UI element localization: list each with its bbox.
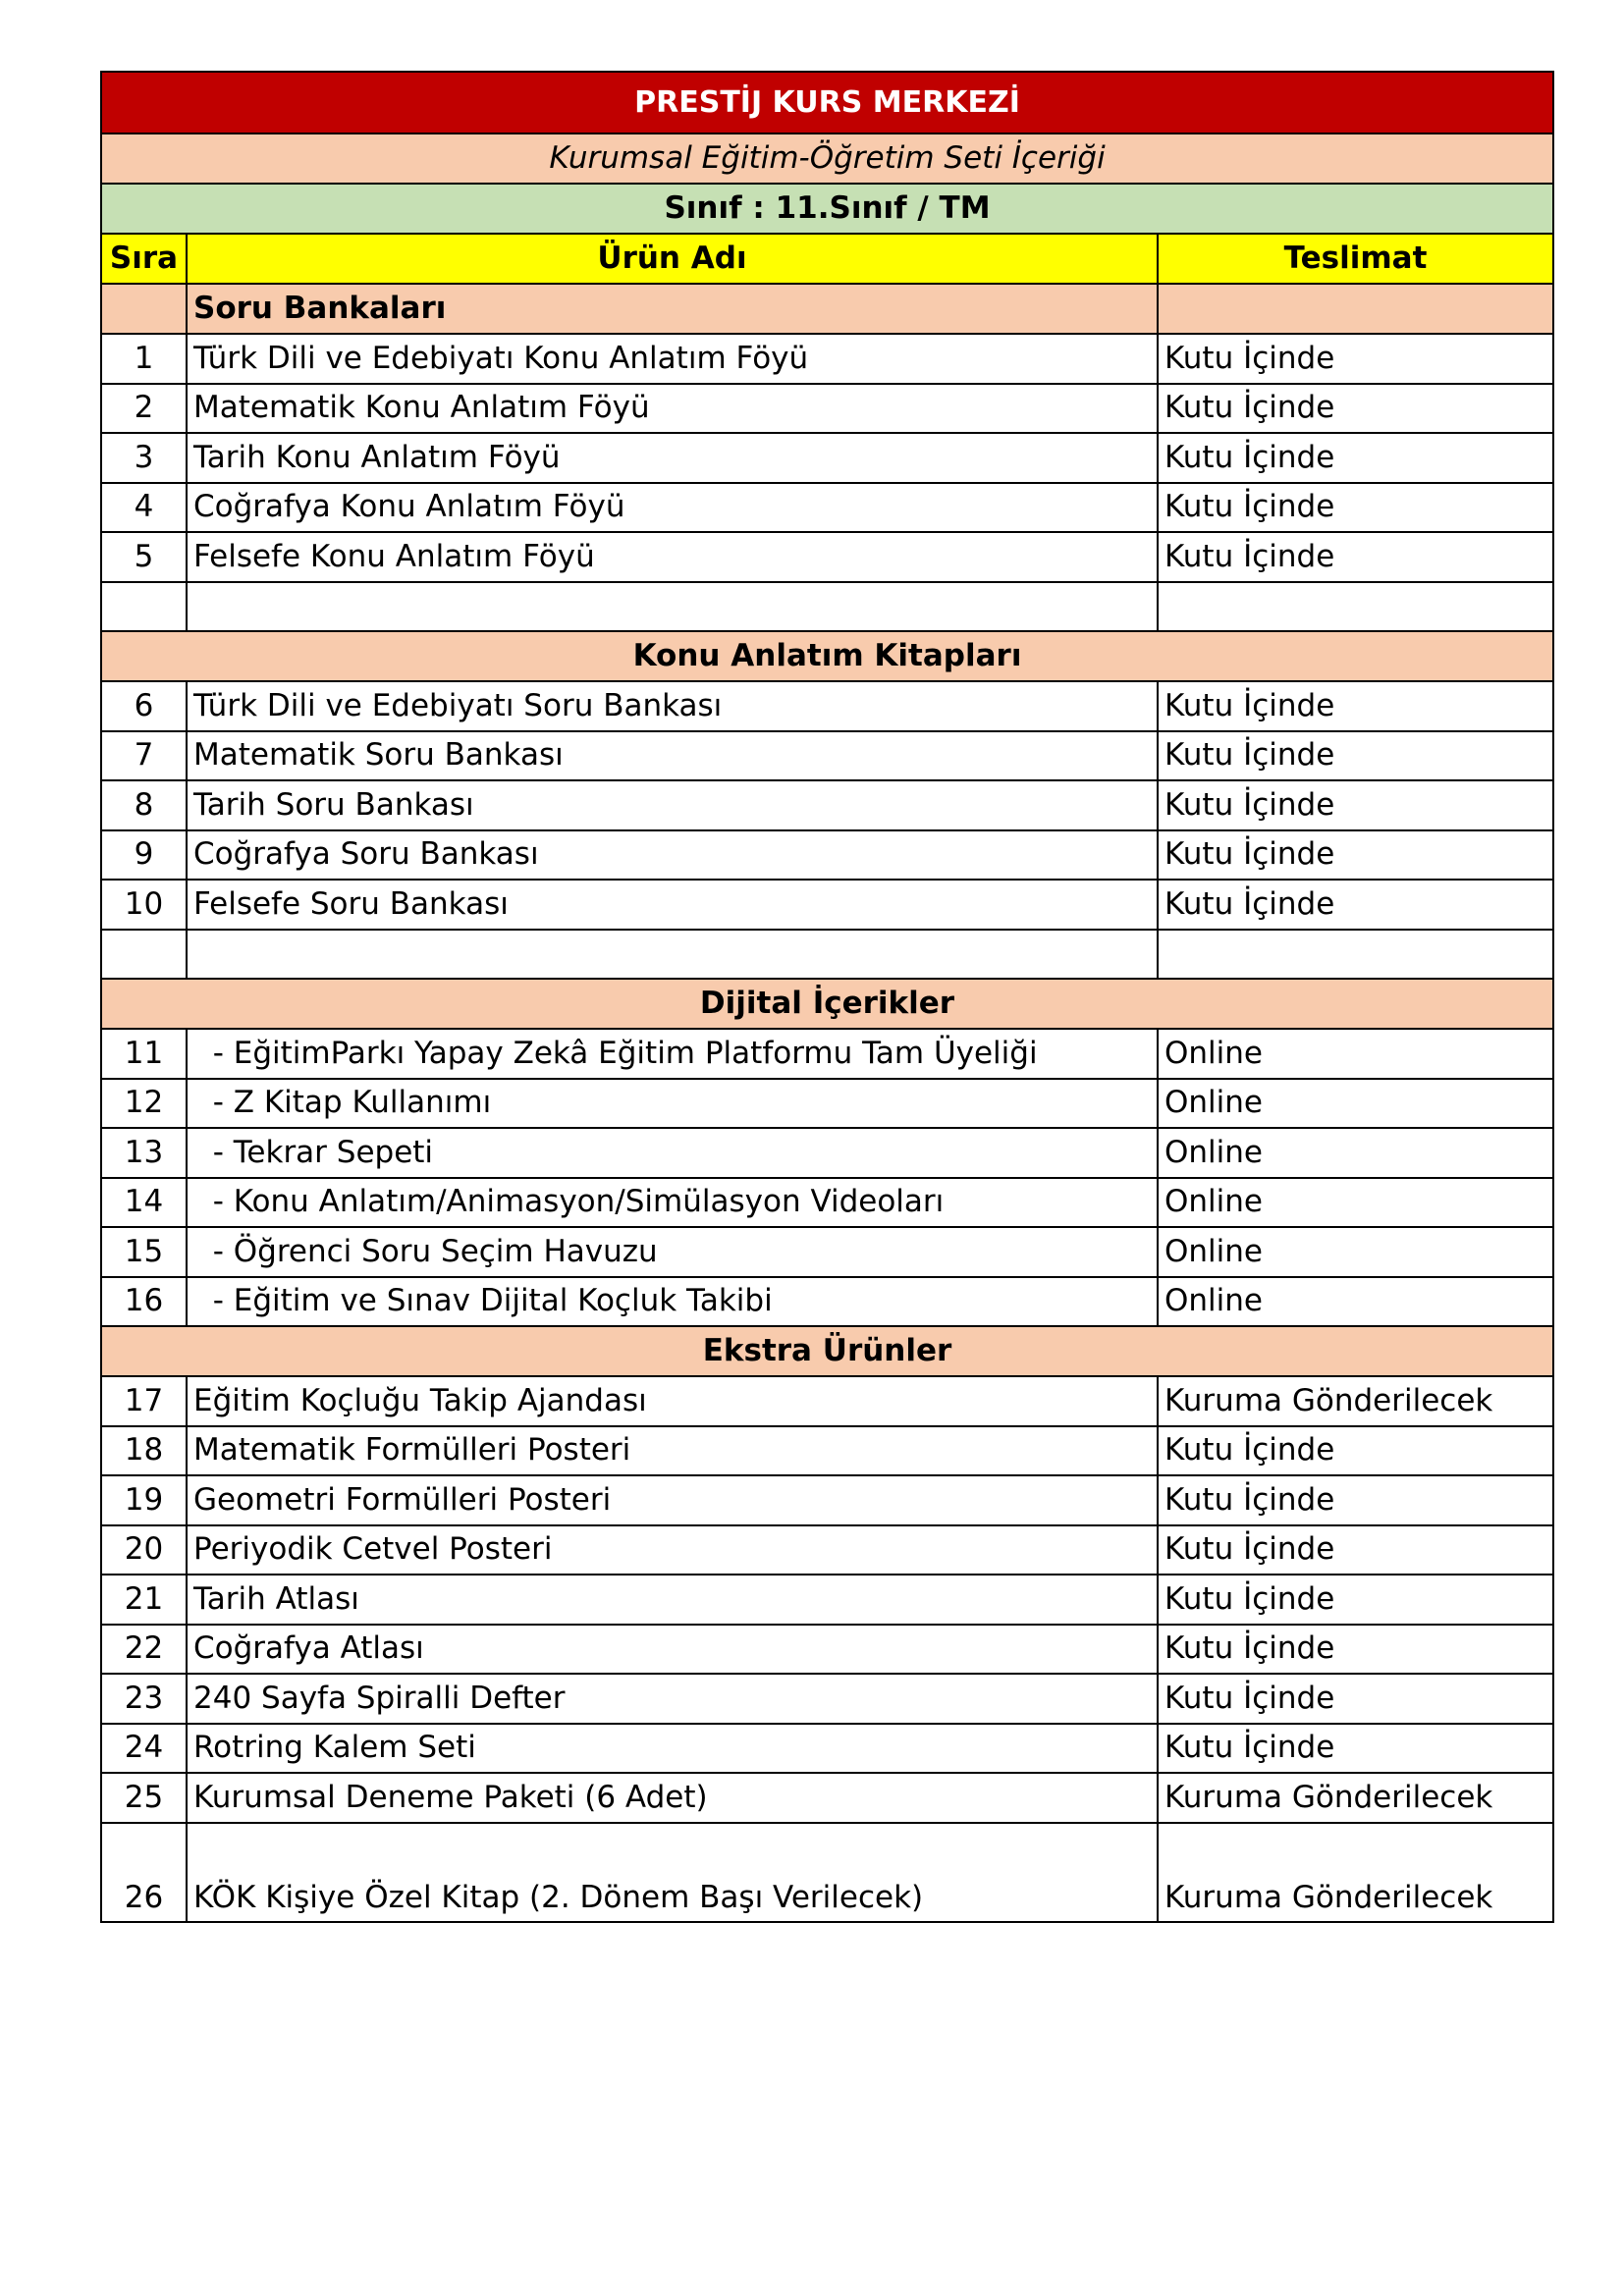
- table-row: [101, 384, 1553, 434]
- row-number: 21: [101, 1575, 187, 1625]
- row-number: 19: [101, 1475, 187, 1525]
- table-row: [101, 1724, 1553, 1774]
- blank-cell: [1158, 930, 1553, 980]
- section-empty-cell: [101, 284, 187, 334]
- row-number: 2: [101, 384, 187, 434]
- table-row: [101, 1525, 1553, 1575]
- row-name: Coğrafya Atlası: [187, 1625, 1158, 1675]
- row-number: 9: [101, 830, 187, 881]
- row-delivery: Kutu İçinde: [1158, 780, 1553, 830]
- row-name: Eğitim Koçluğu Takip Ajandası: [187, 1376, 1158, 1426]
- row-name: - Tekrar Sepeti: [187, 1128, 1158, 1178]
- table-row: [101, 830, 1553, 881]
- blank-cell: [1158, 582, 1553, 632]
- row-delivery: Online: [1158, 1277, 1553, 1327]
- section-row: [101, 979, 1553, 1029]
- row-delivery: Kutu İçinde: [1158, 384, 1553, 434]
- row-name: - Eğitim ve Sınav Dijital Koçluk Takibi: [187, 1277, 1158, 1327]
- blank-cell: [101, 582, 187, 632]
- blank-cell: [101, 930, 187, 980]
- table-row: [101, 731, 1553, 781]
- row-name: Geometri Formülleri Posteri: [187, 1475, 1158, 1525]
- row-name: Matematik Konu Anlatım Föyü: [187, 384, 1158, 434]
- blank-row: [101, 930, 1553, 980]
- row-delivery: Online: [1158, 1128, 1553, 1178]
- row-number: 1: [101, 334, 187, 384]
- row-number: 26: [101, 1823, 187, 1922]
- header-delivery: Teslimat: [1158, 234, 1553, 284]
- title-row: [101, 72, 1553, 133]
- row-name: Felsefe Konu Anlatım Föyü: [187, 532, 1158, 582]
- row-delivery: Online: [1158, 1079, 1553, 1129]
- row-name: Coğrafya Soru Bankası: [187, 830, 1158, 881]
- table-row: [101, 1773, 1553, 1823]
- row-number: 24: [101, 1724, 187, 1774]
- header-no: Sıra: [101, 234, 187, 284]
- row-name: Periyodik Cetvel Posteri: [187, 1525, 1158, 1575]
- section-row: [101, 1326, 1553, 1376]
- row-delivery: Online: [1158, 1029, 1553, 1079]
- blank-cell: [187, 930, 1158, 980]
- row-name: KÖK Kişiye Özel Kitap (2. Dönem Başı Verilecek): [187, 1823, 1158, 1922]
- row-number: 11: [101, 1029, 187, 1079]
- row-name: - Konu Anlatım/Animasyon/Simülasyon Videoları: [187, 1178, 1158, 1228]
- section-empty-cell: [1158, 284, 1553, 334]
- row-number: 17: [101, 1376, 187, 1426]
- row-name: Tarih Konu Anlatım Föyü: [187, 433, 1158, 483]
- row-number: 12: [101, 1079, 187, 1129]
- table-row: [101, 1674, 1553, 1724]
- header-row: [101, 234, 1553, 284]
- row-number: 4: [101, 483, 187, 533]
- table-row: [101, 681, 1553, 731]
- table-row: [101, 1227, 1553, 1277]
- page-title: PRESTİJ KURS MERKEZİ: [101, 72, 1553, 133]
- page-subtitle: Kurumsal Eğitim-Öğretim Seti İçeriği: [101, 133, 1553, 184]
- row-name: - Öğrenci Soru Seçim Havuzu: [187, 1227, 1158, 1277]
- row-number: 25: [101, 1773, 187, 1823]
- table-row: [101, 433, 1553, 483]
- row-delivery: Kuruma Gönderilecek: [1158, 1823, 1553, 1922]
- row-delivery: Kutu İçinde: [1158, 681, 1553, 731]
- row-delivery: Online: [1158, 1227, 1553, 1277]
- row-number: 16: [101, 1277, 187, 1327]
- row-delivery: Online: [1158, 1178, 1553, 1228]
- row-delivery: Kutu İçinde: [1158, 1575, 1553, 1625]
- table-row: [101, 1426, 1553, 1476]
- row-name: Matematik Soru Bankası: [187, 731, 1158, 781]
- table-row: [101, 1277, 1553, 1327]
- row-number: 20: [101, 1525, 187, 1575]
- row-delivery: Kutu İçinde: [1158, 433, 1553, 483]
- header-name: Ürün Adı: [187, 234, 1158, 284]
- row-delivery: Kutu İçinde: [1158, 334, 1553, 384]
- section-title: Soru Bankaları: [187, 284, 1158, 334]
- table-row: [101, 1823, 1553, 1922]
- table-row: [101, 1029, 1553, 1079]
- table-row: [101, 532, 1553, 582]
- row-delivery: Kutu İçinde: [1158, 1625, 1553, 1675]
- row-delivery: Kutu İçinde: [1158, 731, 1553, 781]
- row-name: - EğitimParkı Yapay Zekâ Eğitim Platformu Tam Üyeliği: [187, 1029, 1158, 1079]
- table-row: [101, 1128, 1553, 1178]
- table-row: [101, 1475, 1553, 1525]
- class-row: [101, 184, 1553, 234]
- section-title: Ekstra Ürünler: [101, 1326, 1553, 1376]
- row-name: Rotring Kalem Seti: [187, 1724, 1158, 1774]
- table-row: [101, 1376, 1553, 1426]
- table-row: [101, 780, 1553, 830]
- table-row: [101, 1178, 1553, 1228]
- table-row: [101, 334, 1553, 384]
- section-row: [101, 284, 1553, 334]
- row-delivery: Kutu İçinde: [1158, 1674, 1553, 1724]
- row-name: Tarih Soru Bankası: [187, 780, 1158, 830]
- row-number: 6: [101, 681, 187, 731]
- product-table-body: [101, 72, 1553, 1922]
- row-number: 18: [101, 1426, 187, 1476]
- row-number: 8: [101, 780, 187, 830]
- row-name: 240 Sayfa Spiralli Defter: [187, 1674, 1158, 1724]
- table-row: [101, 1625, 1553, 1675]
- row-delivery: Kutu İçinde: [1158, 830, 1553, 881]
- table-row: [101, 483, 1553, 533]
- row-number: 13: [101, 1128, 187, 1178]
- table-row: [101, 1079, 1553, 1129]
- section-row: [101, 631, 1553, 681]
- row-number: 5: [101, 532, 187, 582]
- row-number: 7: [101, 731, 187, 781]
- class-label: Sınıf : 11.Sınıf / TM: [101, 184, 1553, 234]
- row-delivery: Kutu İçinde: [1158, 880, 1553, 930]
- row-delivery: Kutu İçinde: [1158, 483, 1553, 533]
- row-name: - Z Kitap Kullanımı: [187, 1079, 1158, 1129]
- section-title: Konu Anlatım Kitapları: [101, 631, 1553, 681]
- row-delivery: Kuruma Gönderilecek: [1158, 1773, 1553, 1823]
- row-number: 22: [101, 1625, 187, 1675]
- row-name: Coğrafya Konu Anlatım Föyü: [187, 483, 1158, 533]
- row-name: Matematik Formülleri Posteri: [187, 1426, 1158, 1476]
- row-delivery: Kutu İçinde: [1158, 1525, 1553, 1575]
- row-number: 14: [101, 1178, 187, 1228]
- product-table: [100, 71, 1554, 1923]
- row-delivery: Kutu İçinde: [1158, 1475, 1553, 1525]
- row-name: Felsefe Soru Bankası: [187, 880, 1158, 930]
- subtitle-row: [101, 133, 1553, 184]
- blank-cell: [187, 582, 1158, 632]
- table-row: [101, 880, 1553, 930]
- table-row: [101, 1575, 1553, 1625]
- row-number: 3: [101, 433, 187, 483]
- row-name: Kurumsal Deneme Paketi (6 Adet): [187, 1773, 1158, 1823]
- row-number: 15: [101, 1227, 187, 1277]
- row-name: Tarih Atlası: [187, 1575, 1158, 1625]
- row-name: Türk Dili ve Edebiyatı Konu Anlatım Föyü: [187, 334, 1158, 384]
- row-number: 23: [101, 1674, 187, 1724]
- row-delivery: Kutu İçinde: [1158, 532, 1553, 582]
- section-title: Dijital İçerikler: [101, 979, 1553, 1029]
- row-name: Türk Dili ve Edebiyatı Soru Bankası: [187, 681, 1158, 731]
- row-delivery: Kutu İçinde: [1158, 1426, 1553, 1476]
- row-delivery: Kutu İçinde: [1158, 1724, 1553, 1774]
- row-number: 10: [101, 880, 187, 930]
- row-delivery: Kuruma Gönderilecek: [1158, 1376, 1553, 1426]
- blank-row: [101, 582, 1553, 632]
